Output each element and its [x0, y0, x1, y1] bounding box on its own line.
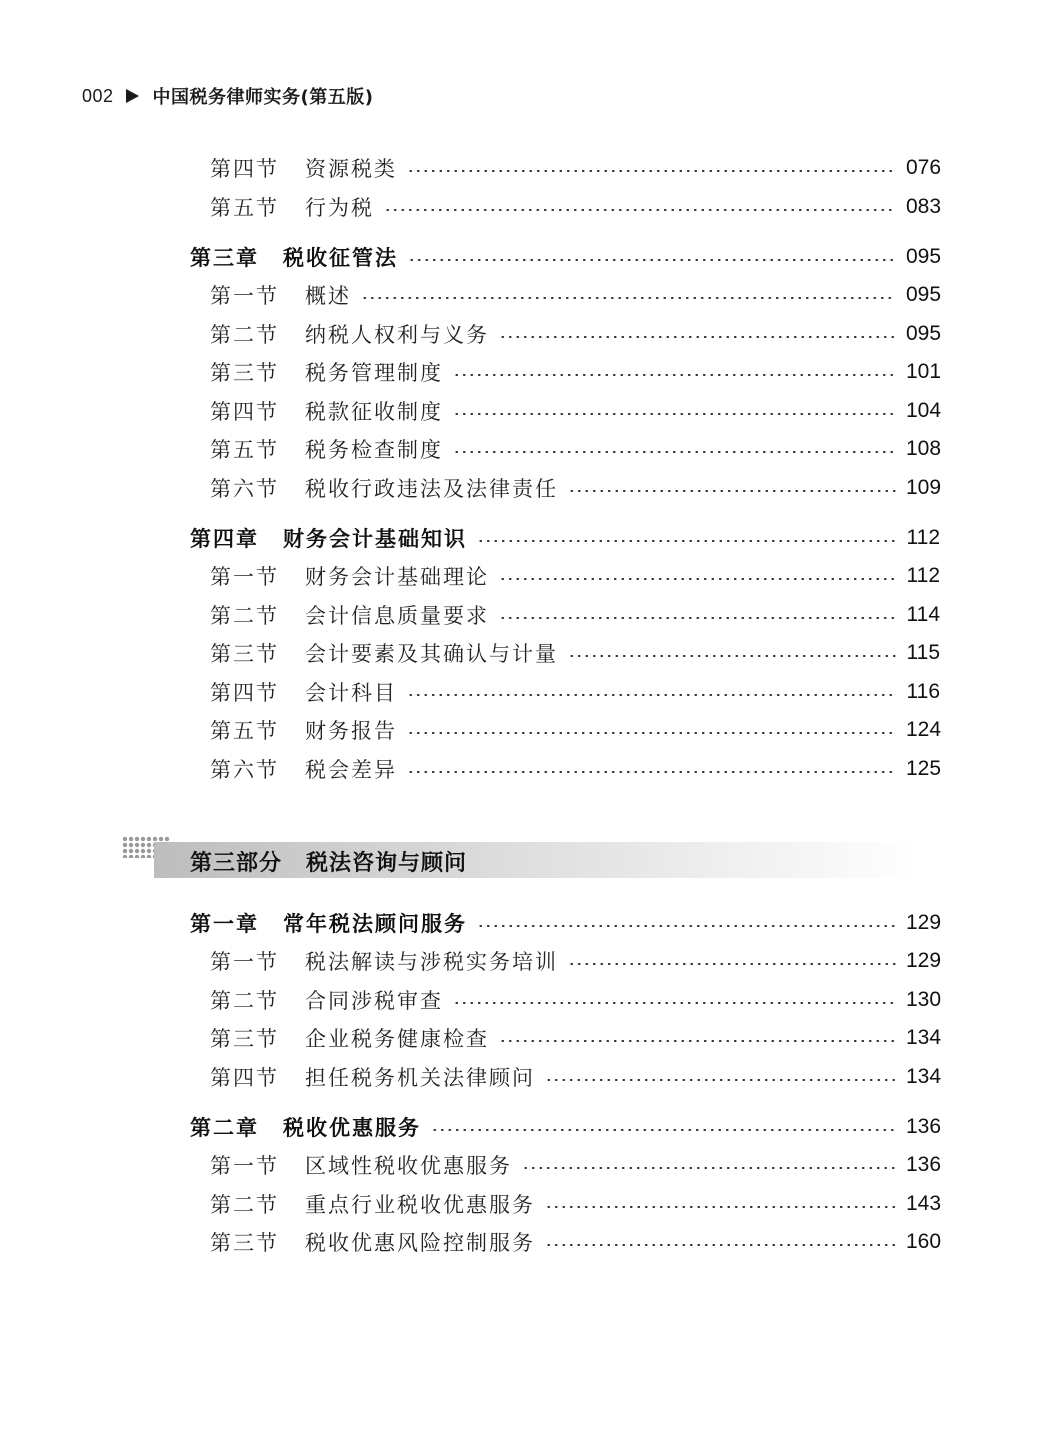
part-title: 税法咨询与顾问	[306, 849, 468, 876]
page-ref: 116	[906, 680, 940, 703]
toc-section-item[interactable]	[210, 597, 940, 633]
section-title: 税务管理制度	[305, 361, 443, 385]
section-number: 第二节	[210, 1193, 279, 1217]
section-number: 第四节	[210, 1066, 279, 1090]
page-ref: 083	[906, 195, 942, 218]
section-title: 资源税类	[305, 157, 397, 181]
part-heading	[190, 843, 467, 879]
dot-leader	[384, 209, 896, 211]
toc-section-item[interactable]	[210, 393, 940, 429]
page-ref: 114	[906, 603, 940, 626]
toc-section-item[interactable]	[210, 470, 940, 506]
dot-leader	[545, 1079, 896, 1081]
page-ref: 108	[906, 437, 942, 460]
page-ref: 104	[906, 399, 942, 422]
page-ref: 095	[906, 322, 942, 345]
dot-leader	[545, 1206, 896, 1208]
section-title: 税务检查制度	[305, 438, 443, 462]
page-ref: 095	[906, 245, 942, 268]
dot-leader	[407, 771, 896, 773]
chapter-title: 税收征管法	[283, 246, 398, 270]
toc-section-item[interactable]	[210, 277, 940, 313]
page-ref: 134	[906, 1065, 942, 1088]
page-ref: 115	[906, 641, 940, 664]
page-ref: 136	[906, 1115, 942, 1138]
page-ref: 130	[906, 988, 942, 1011]
book-title: 中国税务律师实务(第五版)	[152, 87, 374, 108]
toc-chapter-item[interactable]	[190, 1109, 940, 1145]
toc-section-item[interactable]	[210, 943, 940, 979]
section-number: 第一节	[210, 1154, 279, 1178]
toc-section-item[interactable]	[210, 1186, 940, 1222]
page-ref: 134	[906, 1026, 942, 1049]
toc-section-item[interactable]	[210, 189, 940, 225]
section-title: 税会差异	[305, 758, 397, 782]
dot-leader	[407, 694, 896, 696]
page-ref: 125	[906, 757, 942, 780]
section-number: 第五节	[210, 196, 279, 220]
section-title: 合同涉税审查	[305, 989, 443, 1013]
section-number: 第六节	[210, 477, 279, 501]
chapter-title: 税收优惠服务	[283, 1116, 421, 1140]
page-ref: 076	[906, 156, 942, 179]
chapter-number: 第二章	[190, 1116, 259, 1140]
dot-leader	[568, 490, 896, 492]
page-ref: 112	[906, 526, 940, 549]
toc-section-item[interactable]	[210, 712, 940, 748]
page-ref: 136	[906, 1153, 942, 1176]
dot-leader	[499, 1040, 896, 1042]
chapter-title: 财务会计基础知识	[283, 527, 467, 551]
toc-section-item[interactable]	[210, 354, 940, 390]
section-title: 财务报告	[305, 719, 397, 743]
section-number: 第三节	[210, 361, 279, 385]
toc-section-item[interactable]	[210, 1147, 940, 1183]
section-title: 会计要素及其确认与计量	[305, 642, 558, 666]
page-ref: 160	[906, 1230, 942, 1253]
page-ref: 129	[906, 911, 942, 934]
section-number: 第一节	[210, 284, 279, 308]
section-number: 第三节	[210, 1231, 279, 1255]
toc-section-item[interactable]	[210, 150, 940, 186]
part-label: 第三部分	[190, 849, 283, 876]
section-title: 重点行业税收优惠服务	[305, 1193, 535, 1217]
toc-chapter-item[interactable]	[190, 239, 940, 275]
dot-leader	[477, 925, 896, 927]
section-title: 区域性税收优惠服务	[305, 1154, 512, 1178]
section-number: 第三节	[210, 1027, 279, 1051]
section-title: 概述	[305, 284, 351, 308]
page-ref: 095	[906, 283, 942, 306]
chapter-title: 常年税法顾问服务	[283, 912, 467, 936]
toc-section-item[interactable]	[210, 558, 940, 594]
section-number: 第三节	[210, 642, 279, 666]
toc-chapter-item[interactable]	[190, 520, 940, 556]
dot-leader	[545, 1244, 896, 1246]
section-number: 第二节	[210, 989, 279, 1013]
toc-section-item[interactable]	[210, 1059, 940, 1095]
dot-leader	[522, 1167, 896, 1169]
section-title: 企业税务健康检查	[305, 1027, 489, 1051]
chapter-number: 第三章	[190, 246, 259, 270]
dot-leader	[477, 540, 896, 542]
section-number: 第一节	[210, 950, 279, 974]
section-title: 税收优惠风险控制服务	[305, 1231, 535, 1255]
toc-chapter-item[interactable]	[190, 905, 940, 941]
dot-leader	[453, 374, 896, 376]
dot-leader	[499, 617, 896, 619]
dot-leader	[361, 297, 896, 299]
dot-leader	[408, 259, 896, 261]
dot-leader	[499, 578, 896, 580]
section-title: 税法解读与涉税实务培训	[305, 950, 558, 974]
dot-leader	[407, 732, 896, 734]
section-title: 纳税人权利与义务	[305, 323, 489, 347]
section-number: 第四节	[210, 157, 279, 181]
toc-section-item[interactable]	[210, 635, 940, 671]
page-ref: 101	[906, 360, 942, 383]
chapter-number: 第四章	[190, 527, 259, 551]
section-title: 会计信息质量要求	[305, 604, 489, 628]
chapter-number: 第一章	[190, 912, 259, 936]
dot-leader	[499, 336, 896, 338]
section-number: 第二节	[210, 323, 279, 347]
part-banner[interactable]	[120, 834, 920, 880]
toc-section-item[interactable]	[210, 1020, 940, 1056]
section-number: 第四节	[210, 400, 279, 424]
dot-leader	[453, 1002, 896, 1004]
dot-leader	[431, 1129, 896, 1131]
section-number: 第二节	[210, 604, 279, 628]
dot-leader	[568, 963, 896, 965]
toc-section-item[interactable]	[210, 316, 940, 352]
section-title: 会计科目	[305, 681, 397, 705]
triangle-arrow-icon	[126, 89, 139, 103]
dot-leader	[568, 655, 896, 657]
toc-section-item[interactable]	[210, 1224, 940, 1260]
running-header	[82, 82, 374, 110]
section-title: 税款征收制度	[305, 400, 443, 424]
page-ref: 129	[906, 949, 942, 972]
section-number: 第四节	[210, 681, 279, 705]
page-ref: 124	[906, 718, 942, 741]
section-title: 税收行政违法及法律责任	[305, 477, 558, 501]
section-number: 第六节	[210, 758, 279, 782]
section-number: 第五节	[210, 438, 279, 462]
page-ref: 143	[906, 1192, 942, 1215]
page-ref: 109	[906, 476, 942, 499]
toc-section-item[interactable]	[210, 982, 940, 1018]
toc-section-item[interactable]	[210, 751, 940, 787]
section-number: 第一节	[210, 565, 279, 589]
page-ref: 112	[906, 564, 940, 587]
toc-section-item[interactable]	[210, 674, 940, 710]
section-title: 担任税务机关法律顾问	[305, 1066, 535, 1090]
section-title: 财务会计基础理论	[305, 565, 489, 589]
dot-leader	[407, 170, 896, 172]
page-number: 002	[82, 85, 114, 106]
dot-leader	[453, 451, 896, 453]
dot-leader	[453, 413, 896, 415]
toc-section-item[interactable]	[210, 431, 940, 467]
section-number: 第五节	[210, 719, 279, 743]
section-title: 行为税	[305, 196, 374, 220]
